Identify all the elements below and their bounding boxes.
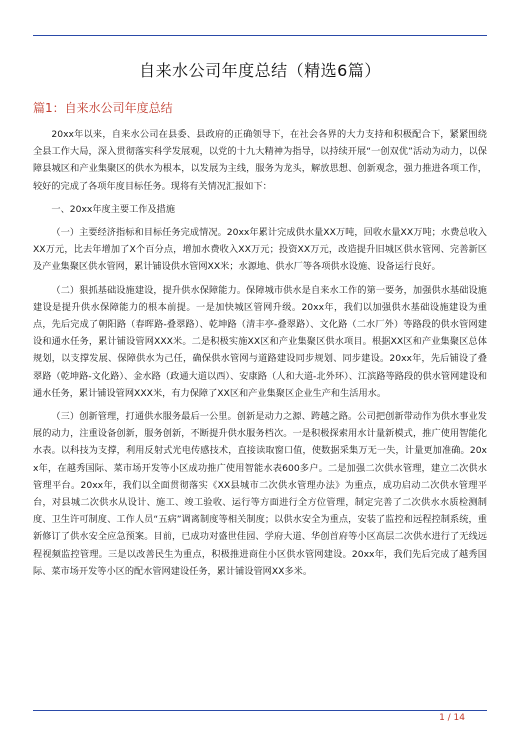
paragraph-infrastructure: （二）狠抓基础设施建设，提升供水保障能力。保障城市供水是自来水工作的第一要务，加强供水基础设施建设是提升供水保障能力的根本前提。一是加快城区管网升级。20xx年，我们以加强供水基础设施建设为重点，先后完成了朝阳路（春晖路-叠翠路）、乾坤路（清丰亭-叠翠路）、文化路（二水厂外）等路段的供水管网建设和通水任务，累计铺设管网XXX米。二是积极实施XX区和产业集聚区供水项目。根据XX区和产业集聚区总体规划，以支撑发展、保障供水为己任，确保供水管网与道路建设同步规划、同步建设。20xx年，先后铺设了叠翠路（乾坤路-文化路）、金水路（政通大道以西）、安康路（人和大道-北外环）、江滨路等路段的供水管网建设和通水任务，累计铺设管网XXX米，有力保障了XX区和产业集聚区企业生产和生活用水。: [33, 284, 487, 399]
section-heading: 篇1：自来水公司年度总结: [33, 101, 173, 115]
document-body: [33, 126, 487, 580]
header-rule: [33, 35, 487, 36]
document-title: 自来水公司年度总结（精选6篇）: [139, 61, 381, 80]
footer-rule: [33, 710, 487, 711]
paragraph-innovation: （三）创新管理，打通供水服务最后一公里。创新是动力之源、跨越之路。公司把创新带动作为供水事业发展的动力，注重设备创新，服务创新，不断提升供水服务档次。一是积极探索用水计量新模式，推广使用智能化水表。以科技为支撑，利用反射式光电传感技术，直接读取窗口值，使数据采集万无一失，计量更加准确。20xx年，在越秀国际、菜市场开发等小区成功推广使用智能水表600多户。二是加强二次供水管理，建立二次供水管理平台。20xx年，我们以全面贯彻落实《XX县城市二次供水管理办法》为重点，成功启动二次供水管理平台，对县城二次供水从设计、施工、竣工验收、运行等方面进行全方位管理，制定完善了二次供水水质检测制度、卫生许可制度、工作人员“五病”调离制度等相关制度；以供水安全为重点，安装了监控和远程控制系统，重新修订了供水安全应急预案。目前，已成功对盛世佳园、学府大道、华创首府等小区高层二次供水进行了无线远程视频监控管理。三是以改善民生为重点，积极推进商住小区供水管网建设。20xx年，我们先后完成了越秀国际、菜市场开发等小区的配水管网建设任务，累计铺设管网XX多米。: [33, 411, 487, 577]
paragraph-indicators: （一）主要经济指标和目标任务完成情况。20xx年累计完成供水量XX万吨，回收水量XX万吨；水费总收入XX万元，比去年增加了X个百分点，增加水费收入XX万元；投资XX万元，改造提升旧城区供水管网、完善新区及产业集聚区供水管网，累计铺设供水管网XX米；水源地、供水厂等各项供水设施、设备运行良好。: [33, 227, 487, 273]
paragraph-intro: 20xx年以来，自来水公司在县委、县政府的正确领导下，在社会各界的大力支持和积极配合下，紧紧围绕全县工作大局，深入贯彻落实科学发展观，以党的十九大精神为指导，以持续开展“一创双优”活动为动力，以保障县城区和产业集聚区的供水为根本，以发展为主线，服务为龙头，解放思想、创新观念，强力推进各项工作，较好的完成了各项年度目标任务。现将有关情况汇报如下：: [33, 129, 487, 192]
paragraph-heading-1: 一、20xx年度主要工作及措施: [51, 203, 176, 215]
page-indicator: 1 / 14: [439, 713, 465, 723]
